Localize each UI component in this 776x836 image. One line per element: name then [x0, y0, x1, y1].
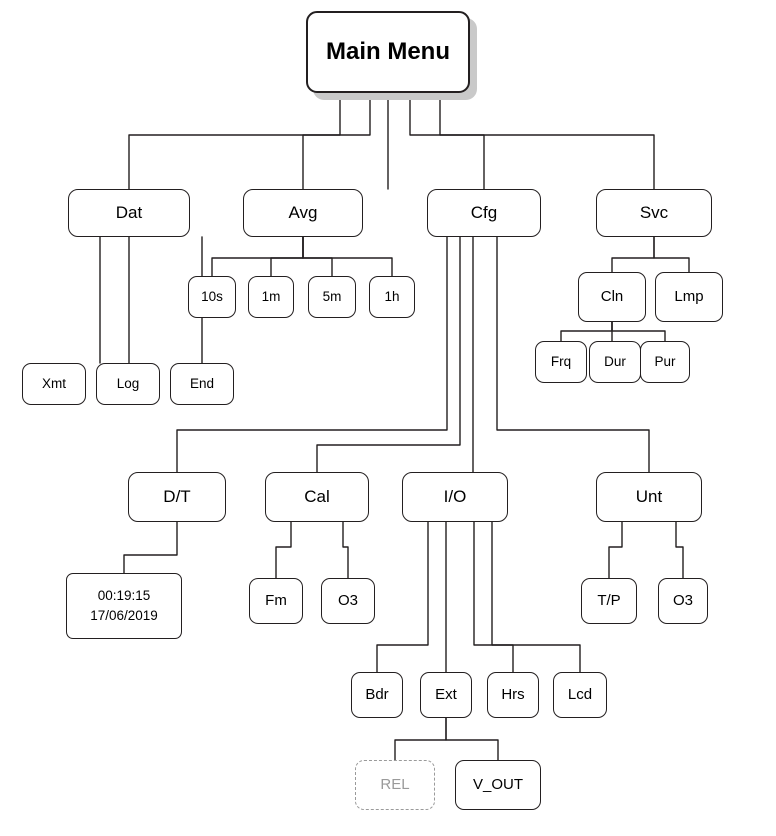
menu-node-5m[interactable]: 5m: [308, 276, 356, 318]
connector-18: [317, 237, 460, 472]
connector-2: [303, 93, 370, 189]
connector-30: [395, 718, 446, 760]
datetime-readout: [66, 573, 182, 639]
connector-13: [654, 237, 689, 272]
connector-21: [124, 522, 177, 573]
connector-22: [276, 522, 291, 578]
connector-4: [440, 93, 654, 189]
menu-node-xmt[interactable]: Xmt: [22, 363, 86, 405]
menu-node-rel[interactable]: REL: [355, 760, 435, 810]
menu-node-end[interactable]: End: [170, 363, 234, 405]
menu-node-bdr[interactable]: Bdr: [351, 672, 403, 718]
menu-node-v-out[interactable]: V_OUT: [455, 760, 541, 810]
connector-11: [303, 237, 392, 276]
menu-node-lmp[interactable]: Lmp: [655, 272, 723, 322]
connector-24: [609, 522, 622, 578]
menu-node-ext[interactable]: Ext: [420, 672, 472, 718]
connector-28: [474, 522, 513, 672]
connector-26: [377, 522, 428, 672]
menu-node-avg[interactable]: Avg: [243, 189, 363, 237]
menu-node-lcd[interactable]: Lcd: [553, 672, 607, 718]
menu-node-1h[interactable]: 1h: [369, 276, 415, 318]
menu-node-hrs[interactable]: Hrs: [487, 672, 539, 718]
connector-25: [676, 522, 683, 578]
menu-node-cln[interactable]: Cln: [578, 272, 646, 322]
menu-node-dat[interactable]: Dat: [68, 189, 190, 237]
menu-node-cal-o3[interactable]: O3: [321, 578, 375, 624]
menu-node-pur[interactable]: Pur: [640, 341, 690, 383]
connector-9: [271, 237, 303, 276]
connector-23: [343, 522, 348, 578]
menu-node-dt[interactable]: D/T: [128, 472, 226, 522]
menu-node-cal[interactable]: Cal: [265, 472, 369, 522]
connector-1: [129, 93, 340, 189]
connector-3: [410, 93, 484, 189]
menu-node-frq[interactable]: Frq: [535, 341, 587, 383]
menu-node-svc[interactable]: Svc: [596, 189, 712, 237]
menu-node-fm[interactable]: Fm: [249, 578, 303, 624]
connector-14: [561, 322, 612, 341]
menu-node-cfg[interactable]: Cfg: [427, 189, 541, 237]
connector-10: [303, 237, 332, 276]
readout-time: 00:19:15: [97, 588, 151, 604]
connector-16: [612, 322, 665, 341]
connector-17: [177, 237, 447, 472]
connector-29: [492, 522, 580, 672]
menu-node-unt-o3[interactable]: O3: [658, 578, 708, 624]
connector-31: [446, 718, 498, 760]
menu-node-10s[interactable]: 10s: [188, 276, 236, 318]
menu-node-main-menu[interactable]: Main Menu: [306, 11, 470, 93]
connector-12: [612, 237, 654, 272]
connector-8: [212, 237, 303, 276]
menu-node-tp[interactable]: T/P: [581, 578, 637, 624]
menu-node-dur[interactable]: Dur: [589, 341, 641, 383]
menu-node-unt[interactable]: Unt: [596, 472, 702, 522]
readout-date: 17/06/2019: [90, 608, 158, 623]
menu-node-log[interactable]: Log: [96, 363, 160, 405]
menu-node-io[interactable]: I/O: [402, 472, 508, 522]
menu-node-1m[interactable]: 1m: [248, 276, 294, 318]
